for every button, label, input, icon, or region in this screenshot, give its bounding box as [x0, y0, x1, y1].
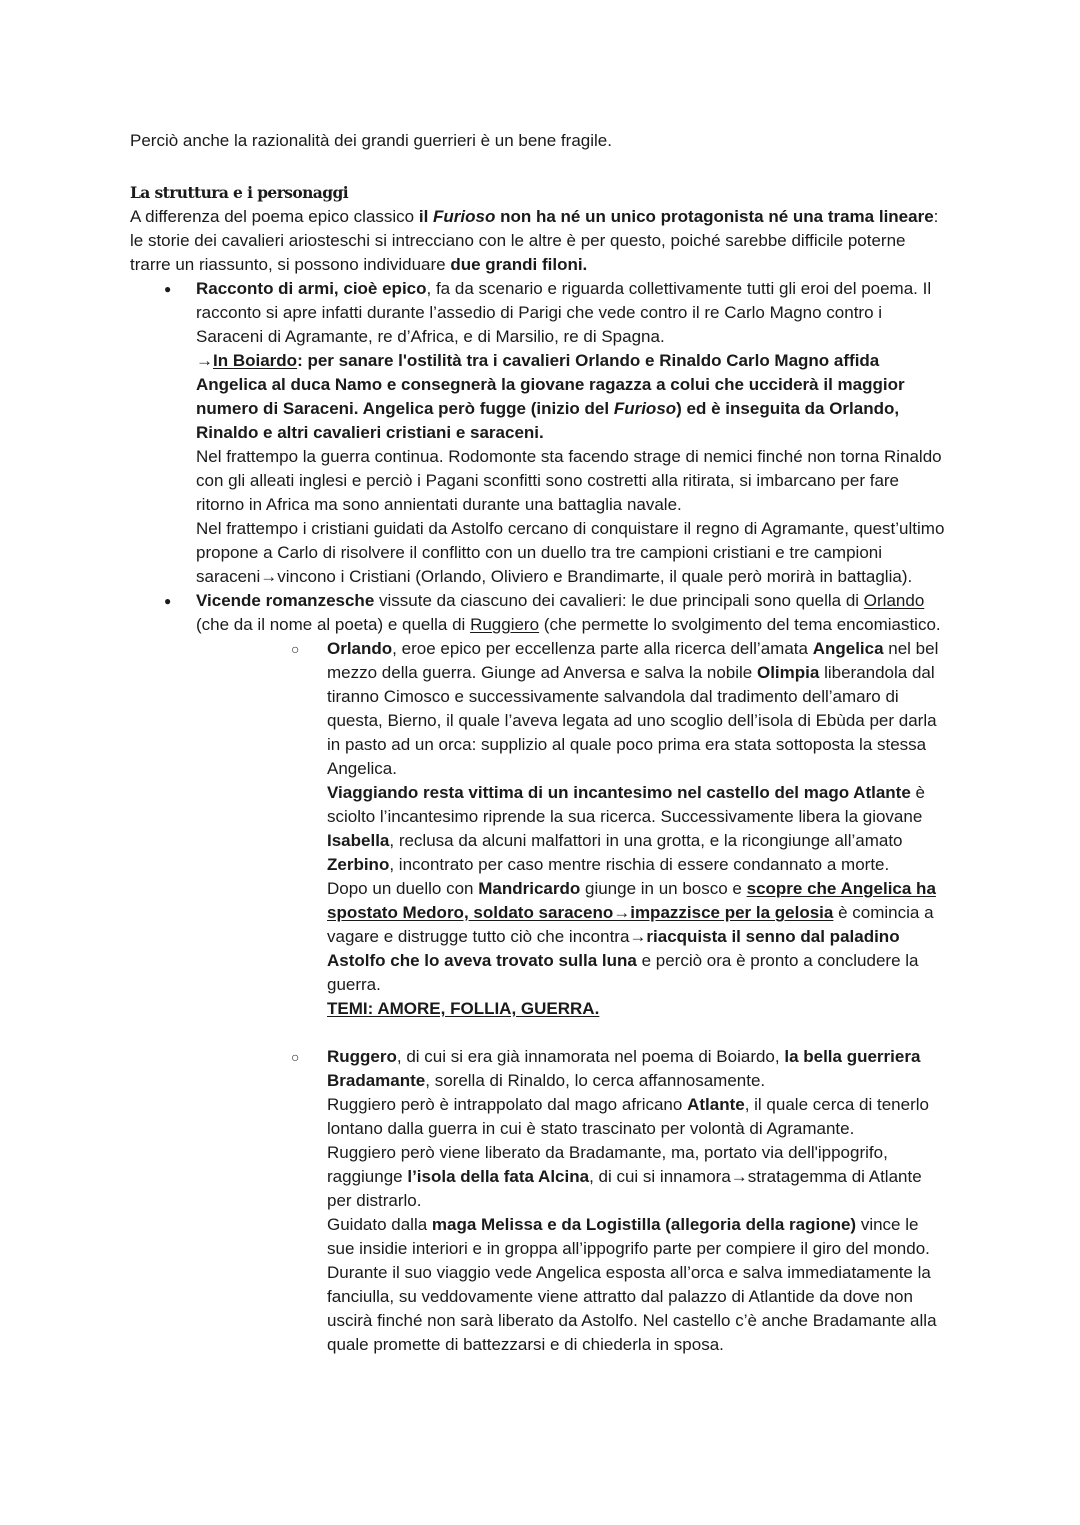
bold-text: Olimpia: [756, 663, 820, 682]
underlined-text: Ruggiero: [470, 615, 540, 634]
underlined-text: In Boiardo: [213, 351, 298, 370]
text-run: , fa da scenario e riguarda collettivamente tutti gli eroi del poema. Il racconto si apre infatti durante l’assedio di Parigi che vede contro il re Carlo Magno contro i Saraceni di Agramante, re d’Africa, e di Marsilio, re di Spagna.: [196, 279, 932, 346]
text-run: , di cui si innamora→stratagemma di Atlante per distrarlo.: [327, 1167, 922, 1210]
section-heading: La struttura e i personaggi: [130, 183, 349, 202]
section-intro-paragraph: [130, 205, 945, 277]
text-run: nel bel mezzo della guerra. Giunge ad Anversa e salva la nobile: [327, 639, 939, 682]
text-run: Nel frattempo la guerra continua. Rodomonte sta facendo strage di nemici finché non torna Rinaldo con gli alleati inglesi e perciò i Pagani sconfitti sono costretti alla ritirata, si imbarcano per fare ritorno in Africa ma sono annientati durante una battaglia navale.: [196, 447, 942, 514]
text-run: A differenza del poema epico classico: [130, 207, 419, 226]
text-run: liberandola dal tiranno Cimosco e successivamente salvandola dal tradimento dell’amaro di questa, Bierno, il quale l’aveva legata ad uno scoglio dell’isola di Ebùda per darla in pasto ad un orca: supplizio al quale poco prima era stata sottoposta la stessa Angelica.: [327, 663, 937, 778]
bold-text: Orlando: [327, 639, 393, 658]
bullet-item-racconto-di-armi: [130, 277, 945, 589]
text-run: Nel frattempo i cristiani guidati da Astolfo cercano di conquistare il regno di Agramante, quest’ultimo propone a Carlo di risolvere il conflitto con un duello tra tre campioni cristiani e tre campioni saraceni→vincono i Cristiani (Orlando, Oliviero e Brandimarte, il quale però morirà in battaglia).: [196, 519, 945, 586]
text-run: (che da il nome al poeta) e quella di: [196, 615, 471, 634]
bold-text: Angelica: [812, 639, 884, 658]
text-run: Dopo un duello con: [327, 879, 479, 898]
blank-line: [196, 1021, 945, 1045]
text-run: , incontrato per caso mentre rischia di essere condannato a morte.: [389, 855, 890, 874]
bold-text: maga Melissa e da Logistilla (allegoria della ragione): [431, 1215, 857, 1234]
bold-text: Mandricardo: [478, 879, 581, 898]
bold-text: Furioso: [613, 399, 677, 418]
bold-text: Racconto di armi, cioè epico: [196, 279, 427, 298]
bullet-text: [196, 279, 944, 586]
text-run: è comincia a vagare e distrugge tutto ciò che incontra: [327, 903, 934, 946]
bold-text: Isabella: [327, 831, 390, 850]
text-run: , sorella di Rinaldo, lo cerca affannosamente.: [425, 1071, 766, 1090]
main-bullet-list: [130, 277, 945, 1357]
bold-text: la bella guerriera Bradamante: [327, 1047, 921, 1090]
text-run: Perciò anche la razionalità dei grandi guerrieri è un bene fragile.: [130, 131, 612, 150]
text-run: , reclusa da alcuni malfattori in una grotta, e la ricongiunge all’amato: [389, 831, 903, 850]
bold-text: →riacquista il senno dal paladino Astolfo che lo aveva trovato sulla luna: [327, 927, 900, 970]
bold-text: due grandi filoni.: [450, 255, 588, 274]
text-run: giunge in un bosco e: [580, 879, 747, 898]
bold-text: il: [418, 207, 434, 226]
bold-text: l’isola della fata Alcina: [407, 1167, 590, 1186]
sub-bullet-orlando: [196, 637, 945, 1021]
text-run: Ruggiero però è intrappolato dal mago africano: [327, 1095, 688, 1114]
bold-text: non ha né un unico protagonista né una trama lineare: [495, 207, 934, 226]
bold-text: Viaggiando resta vittima di un incantesimo nel castello del mago Atlante: [327, 783, 911, 802]
underlined-text: TEMI: AMORE, FOLLIA, GUERRA.: [327, 999, 600, 1018]
bold-text: : per sanare l'ostilità tra i cavalieri Orlando e Rinaldo Carlo Magno affida Angelica al duca Namo e consegnerà la giovane ragazza a colui che ucciderà il maggior numero di Saraceni. Angelica però fugge (inizio del: [196, 351, 905, 418]
text-run: è sciolto l’incantesimo riprende la sua ricerca. Successivamente libera la giovane: [327, 783, 925, 826]
bullet-item-vicende-romanzesche: [130, 589, 945, 1357]
bold-text: Zerbino: [327, 855, 390, 874]
bold-text: Ruggero: [327, 1047, 397, 1066]
text-run: , il quale cerca di tenerlo lontano dalla guerra in cui è stato trascinato per volontà di Agramante.: [327, 1095, 929, 1138]
text-run: : le storie dei cavalieri ariosteschi si intrecciano con le altre è per questo, poiché sarebbe difficile poterne trarre un riassunto, si possono individuare: [130, 207, 939, 274]
text-run: (che permette lo svolgimento del tema encomiastico.: [539, 615, 941, 634]
bold-text: →: [196, 351, 213, 370]
underlined-text: scopre che Angelica ha spostato Medoro, soldato saraceno→impazzisce per la gelosia: [327, 879, 936, 922]
text-run: e perciò ora è pronto a concludere la guerra.: [327, 951, 919, 994]
bullet-text: [196, 591, 941, 634]
text-run: vissute da ciascuno dei cavalieri: le due principali sono quella di: [374, 591, 864, 610]
bold-text: Furioso: [433, 207, 496, 226]
text-run: Ruggiero però viene liberato da Bradamante, ma, portato via dell'ippogrifo, raggiunge: [327, 1143, 888, 1186]
document-page: [130, 129, 945, 1357]
bold-text: Atlante: [687, 1095, 745, 1114]
sub-bullet-list: [196, 637, 945, 1357]
sub-bullet-ruggero: [196, 1045, 945, 1357]
underlined-text: Orlando: [863, 591, 925, 610]
text-run: vince le sue insidie interiori e in groppa all’ippogrifo parte per compiere il giro del mondo. Durante il suo viaggio vede Angelica esposta all’orca e salva immediatamente la fanciulla, su veddovamente viene attratto dal palazzo di Atlantide da dove non uscirà finché non sarà liberato da Astolfo. Nel castello c’è anche Bradamante alla quale promette di battezzarsi e di chiederla in sposa.: [327, 1215, 937, 1354]
sub-bullet-text: [327, 639, 938, 1018]
text-run: , eroe epico per eccellenza parte alla ricerca dell’amata: [392, 639, 813, 658]
text-run: , di cui si era già innamorata nel poema di Boiardo,: [396, 1047, 785, 1066]
bold-text: ) ed è inseguita da Orlando, Rinaldo e altri cavalieri cristiani e saraceni.: [196, 399, 900, 442]
text-run: Guidato dalla: [327, 1215, 432, 1234]
sub-bullet-text: [327, 1047, 937, 1354]
bold-text: Vicende romanzesche: [196, 591, 375, 610]
intro-paragraph: [130, 129, 945, 153]
